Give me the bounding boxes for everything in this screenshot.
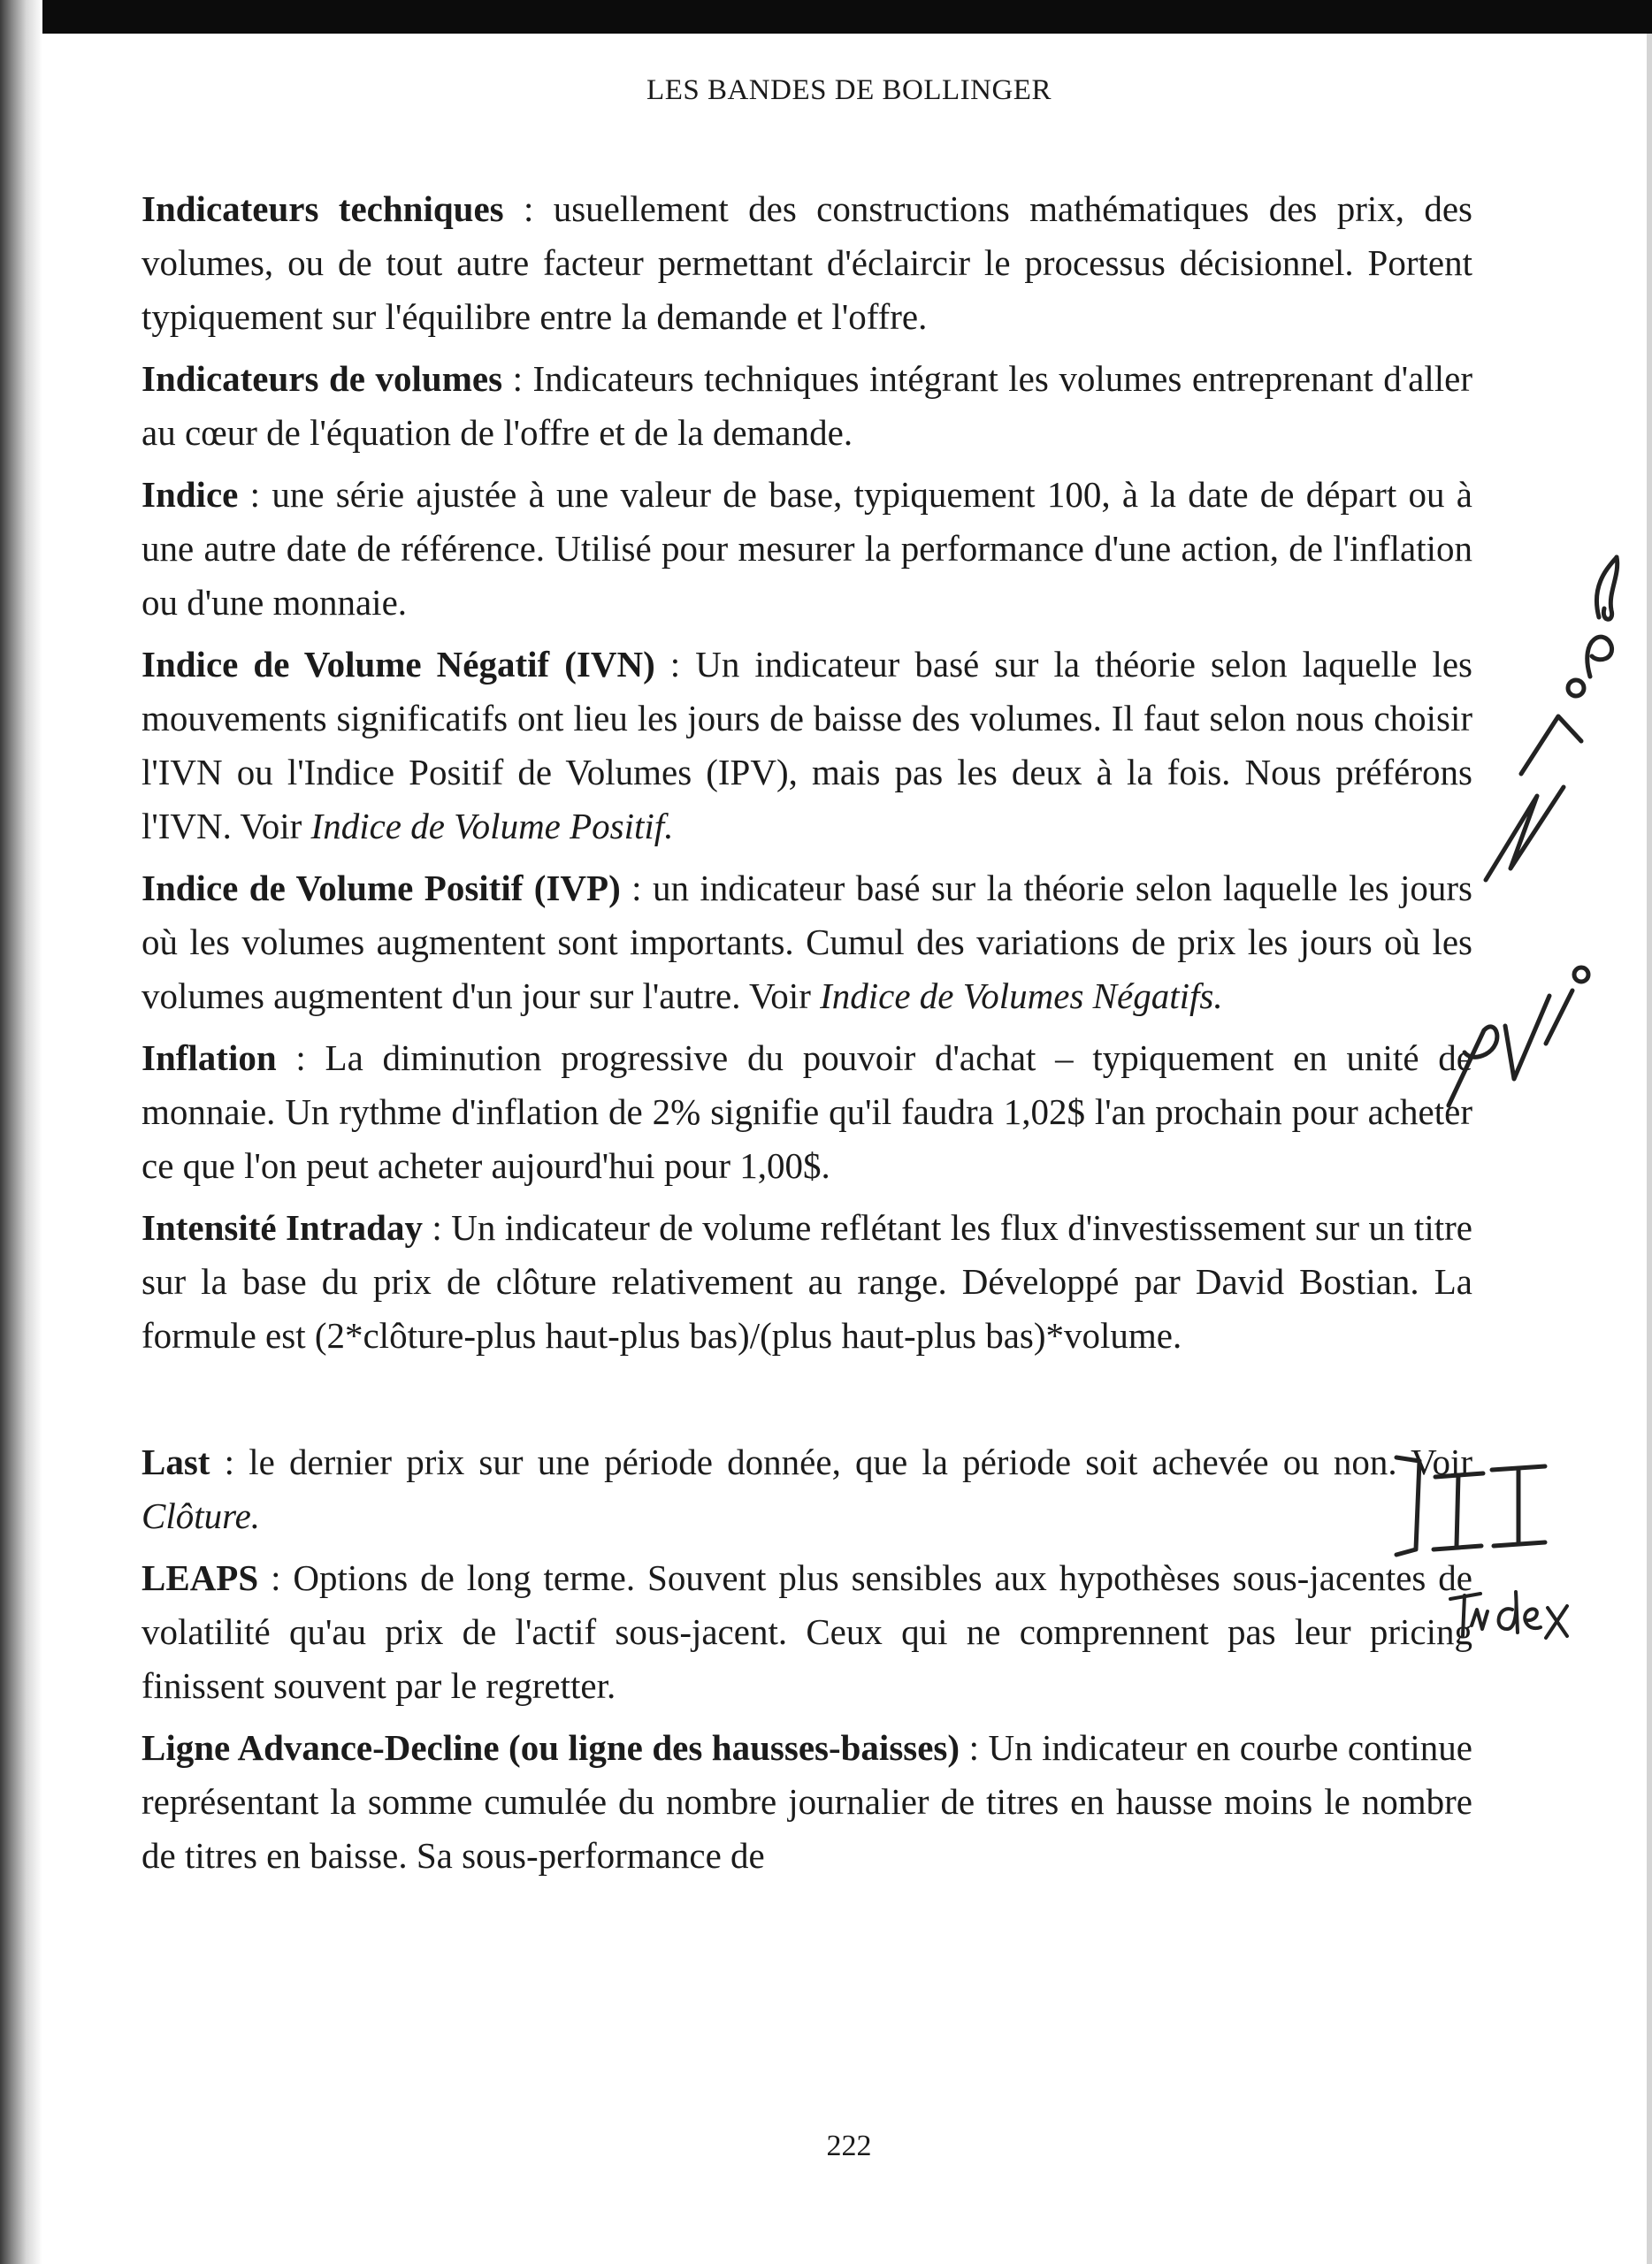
- book-page: [53, 34, 1645, 2264]
- see-reference: Indice de Volume Positif.: [310, 806, 674, 846]
- see-label: Voir: [1411, 1442, 1472, 1482]
- entry-term: Last: [141, 1442, 210, 1482]
- entry-definition: un indicateur basé sur la théorie selon laquelle les jours où les volumes augmentent sont importants. Cumul des variations de prix les jours où les volumes augmentent d'un jour sur l'autre.: [141, 868, 1472, 1016]
- term-separator: :: [960, 1727, 989, 1768]
- term-separator: :: [422, 1207, 452, 1248]
- handwritten-note-nvi: [1459, 531, 1636, 902]
- term-separator: :: [502, 358, 533, 399]
- glossary-entry-ivn: [141, 638, 1472, 853]
- entry-term: Indicateurs de volumes: [141, 358, 503, 399]
- glossary-entry-indice: [141, 468, 1472, 630]
- entry-definition: Options de long terme. Souvent plus sensibles aux hypothèses sous-jacentes de volatilité qu'au prix de l'actif sous-jacent. Ceux qui ne comprennent pas leur pricing finissent souvent par le regretter.: [141, 1557, 1472, 1706]
- scan-left-edge: [0, 0, 42, 2264]
- term-separator: :: [276, 1037, 325, 1078]
- term-separator: :: [258, 1557, 294, 1598]
- glossary-entries: [141, 182, 1472, 1891]
- entry-term: Indice de Volume Positif (IVP): [141, 868, 621, 908]
- term-separator: :: [238, 474, 272, 515]
- entry-definition: Un indicateur en courbe continue représentant la somme cumulée du nombre journalier de titres en hausse moins le nombre de titres en baisse. Sa sous-performance de: [141, 1727, 1473, 1876]
- term-separator: :: [210, 1442, 249, 1482]
- entry-term: Indice: [141, 474, 239, 515]
- entry-term: Intensité Intraday: [141, 1207, 423, 1248]
- entry-definition: le dernier prix sur une période donnée, que la période soit achevée ou non.: [249, 1442, 1397, 1482]
- entry-term: LEAPS: [141, 1557, 259, 1598]
- glossary-entry-ivp: [141, 861, 1472, 1023]
- glossary-entry-indicateurs-de-volumes: [141, 352, 1472, 460]
- handwritten-note-index: [1442, 1574, 1574, 1654]
- term-separator: :: [503, 188, 554, 229]
- entry-definition: usuellement des constructions mathématiques des prix, des volumes, ou de tout autre facteur permettant d'éclaircir le processus décisionnel. Portent typiquement sur l'équilibre entre la demande et l'offre.: [141, 188, 1472, 337]
- entry-definition: Un indicateur basé sur la théorie selon laquelle les mouvements significatifs ont lieu les jours de baisse des volumes. Il faut selon nous choisir l'IVN ou l'Indice Positif de Volumes (IPV), mais pas les deux à la fois. Nous préférons l'IVN.: [141, 644, 1472, 846]
- page-number: 222: [826, 2130, 872, 2162]
- entry-definition: Un indicateur de volume reflétant les flux d'investissement sur un titre sur la base du prix de clôture relativement au range. Développé par David Bostian. La formule est (2*clôture-plus haut-plus bas)/(plus haut-plus bas)*volume.: [141, 1207, 1472, 1356]
- entry-definition: Indicateurs techniques intégrant les volumes entreprenant d'aller au cœur de l'équation de l'offre et de la demande.: [141, 358, 1472, 453]
- term-separator: :: [654, 644, 696, 685]
- glossary-entry-inflation: [141, 1031, 1472, 1193]
- see-reference: Indice de Volumes Négatifs.: [820, 975, 1223, 1016]
- entry-definition: La diminution progressive du pouvoir d'achat – typiquement en unité de monnaie. Un rythme d'inflation de 2% signifie qu'il faudra 1,02$ l'an prochain pour acheter ce que l'on peut acheter aujourd'hui pour 1,00$.: [141, 1037, 1472, 1186]
- glossary-entry-leaps: [141, 1551, 1472, 1713]
- glossary-entry-indicateurs-techniques: [141, 182, 1472, 344]
- glossary-entry-last: [141, 1435, 1472, 1543]
- entry-term: Indicateurs techniques: [141, 188, 504, 229]
- term-separator: :: [620, 868, 653, 908]
- see-label: Voir: [240, 806, 302, 846]
- see-label: Voir: [748, 975, 811, 1016]
- scan-top-edge: [0, 0, 1652, 34]
- see-reference: Clôture.: [141, 1495, 261, 1536]
- handwritten-bracket-ii: [1393, 1450, 1552, 1583]
- entry-term: Indice de Volume Négatif (IVN): [141, 644, 655, 685]
- glossary-entry-ligne-advance-decline: [141, 1721, 1472, 1883]
- entry-term: Inflation: [141, 1037, 277, 1078]
- scan-right-edge: [1647, 34, 1652, 2264]
- running-head: LES BANDES DE BOLLINGER: [646, 74, 1052, 106]
- entry-term: Ligne Advance-Decline (ou ligne des hausses-baisses): [141, 1727, 960, 1768]
- entry-definition: une série ajustée à une valeur de base, typiquement 100, à la date de départ ou à une autre date de référence. Utilisé pour mesurer la performance d'une action, de l'inflation ou d'une monnaie.: [141, 474, 1472, 623]
- handwritten-note-pvi: [1433, 955, 1610, 1123]
- glossary-entry-intensite-intraday: [141, 1201, 1472, 1363]
